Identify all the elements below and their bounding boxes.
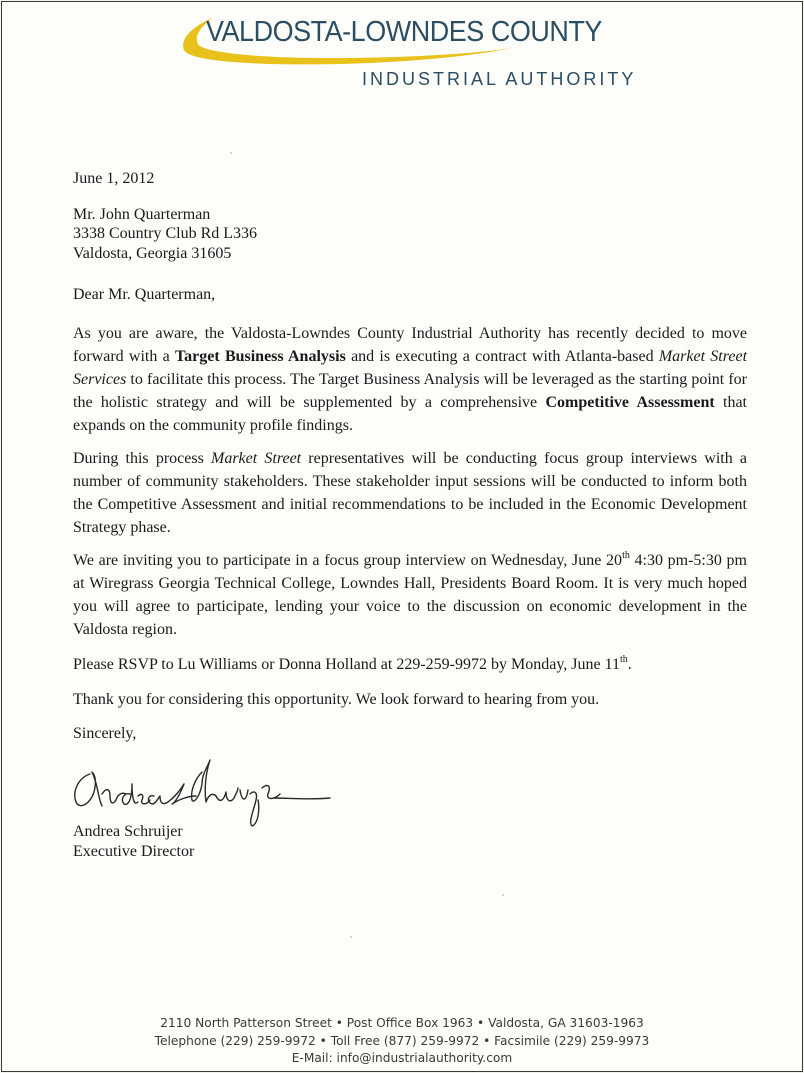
signer-name: Andrea Schruijer [73, 823, 183, 840]
paragraph-intro-text-3: to facilitate this process. The Target Business Analysis will be leveraged as the starting point for the holistic strategy and will be supplemented by a comprehensive [73, 371, 747, 411]
recipient-name: Mr. John Quarterman [73, 206, 211, 223]
recipient-city: Valdosta, Georgia 31605 [73, 245, 232, 262]
paragraph-intro-text-1: As you are aware, the Valdosta-Lowndes County Industrial Authority has recently decided to move forward with a [73, 325, 747, 365]
footer-phone: Telephone (229) 259-9972 • Toll Free (877) 259-9972 • Facsimile (229) 259-9973 [154, 1034, 650, 1048]
paragraph-thanks: Thank you for considering this opportunity. We look forward to hearing from you. [73, 691, 600, 708]
paragraph-invitation-text-1: We are inviting you to participate in a focus group interview on Wednesday, June 20 [73, 552, 623, 569]
footer-email: E-Mail: info@industrialauthority.com [291, 1051, 513, 1065]
letterhead-title: VALDOSTA-LOWNDES COUNTY [206, 16, 602, 48]
letter-date: June 1, 2012 [73, 170, 155, 187]
scan-speck [502, 894, 504, 896]
ordinal-suffix: th [622, 550, 630, 561]
paragraph-intro-text-2: and is executing a contract with Atlanta-based [345, 348, 659, 365]
scan-speck [350, 936, 352, 938]
competitive-assessment-term: Competitive Assessment [545, 394, 715, 411]
salutation: Dear Mr. Quarterman, [73, 286, 216, 303]
target-business-analysis-term: Target Business Analysis [174, 348, 346, 365]
paragraph-invitation [73, 549, 747, 641]
paragraph-focus-groups [73, 447, 747, 539]
signer-title: Executive Director [73, 843, 195, 860]
scan-speck [230, 152, 232, 154]
paragraph-focus-text-2: representatives will be conducting focus group interviews with a number of community stakeholders. These stakeholder input sessions will be conducted to inform both the Competitive Assessment and initial recommendations to be included in the Economic Development Strategy phase. [73, 450, 748, 536]
paragraph-intro-text-4: that expands on the community profile findings. [73, 394, 748, 434]
letter-page [1, 1, 803, 1072]
ordinal-suffix: th [620, 654, 628, 665]
paragraph-focus-text-1: During this process [73, 450, 211, 467]
letterhead-logo [172, 10, 652, 100]
letterhead-subtitle: INDUSTRIAL AUTHORITY [362, 69, 637, 89]
recipient-street: 3338 Country Club Rd L336 [73, 225, 258, 242]
market-street-services-term: Market Street Services [73, 348, 748, 388]
paragraph-rsvp [73, 655, 632, 675]
paragraph-intro [73, 322, 747, 437]
closing: Sincerely, [73, 725, 137, 742]
handwritten-signature-icon [68, 744, 338, 830]
paragraph-rsvp-text-1: Please RSVP to Lu Williams or Donna Holland at 229-259-9972 by Monday, June 11 [73, 656, 621, 673]
market-street-term: Market Street [211, 450, 302, 467]
paragraph-rsvp-text-2: . [627, 656, 632, 673]
footer-address: 2110 North Patterson Street • Post Office Box 1963 • Valdosta, GA 31603-1963 [160, 1016, 644, 1030]
paragraph-invitation-text-2: 4:30 pm-5:30 pm at Wiregrass Georgia Technical College, Lowndes Hall, Presidents Board Room. It is very much hoped you will agree to participate, lending your voice to the discussion on economic development in the Valdosta region. [73, 552, 748, 638]
